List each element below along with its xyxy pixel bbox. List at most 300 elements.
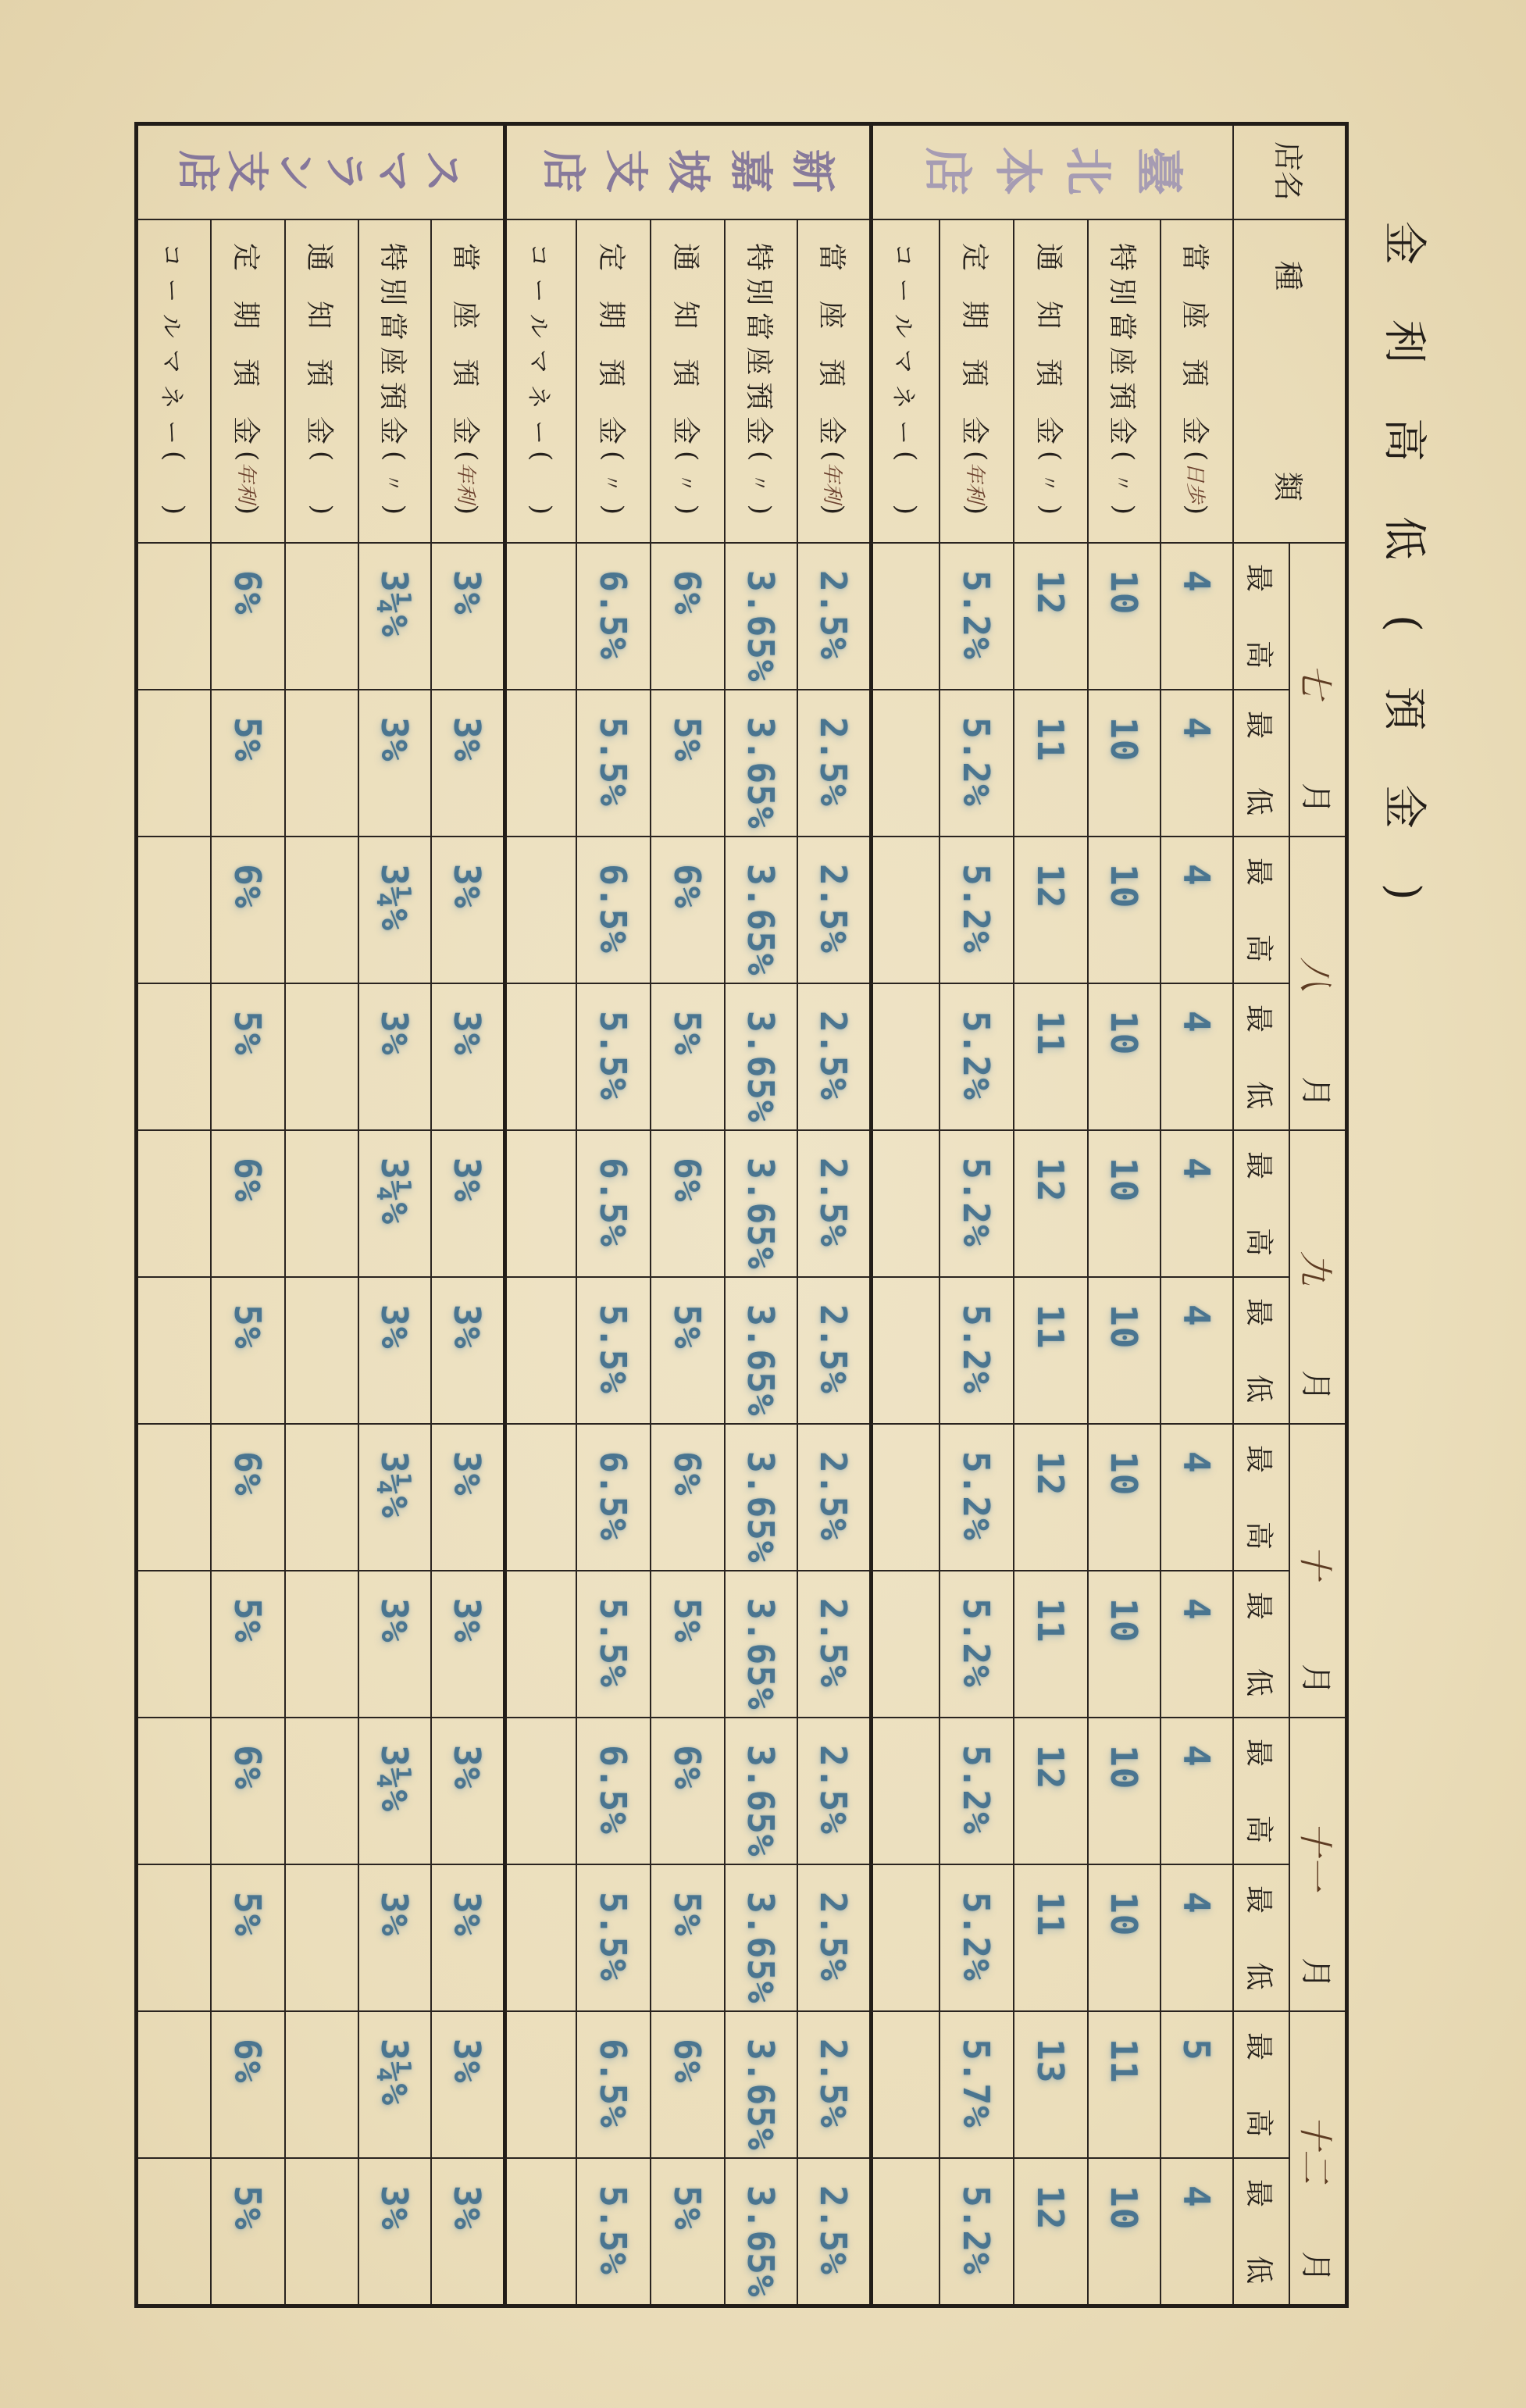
rate-cell xyxy=(869,2159,939,2306)
rate-cell xyxy=(503,837,576,984)
glyph: コ xyxy=(524,243,553,267)
rate-basis-note xyxy=(452,451,483,515)
glyph: 低 xyxy=(1243,2255,1275,2284)
glyph: 特 xyxy=(376,243,408,272)
rate-cell: 4 xyxy=(1160,1278,1232,1425)
glyph: 金 xyxy=(230,416,262,444)
rate-cell: 6% xyxy=(650,837,724,984)
deposit-type-name xyxy=(375,243,415,444)
rate-cell xyxy=(284,1865,358,2012)
deposit-type-label xyxy=(1013,220,1087,544)
glyph: コ xyxy=(157,243,186,267)
glyph: ー xyxy=(524,278,553,303)
rate-cell xyxy=(137,2012,210,2159)
rate-cell xyxy=(869,1865,939,2012)
rate-cell: 2.5% xyxy=(797,1718,869,1865)
rate-cell xyxy=(284,2159,358,2306)
deposit-type-name xyxy=(741,243,781,444)
rate-cell: 6.5% xyxy=(576,1131,650,1278)
glyph: 金 xyxy=(303,416,336,444)
deposit-type-name xyxy=(157,243,192,444)
paren-close: ) xyxy=(890,504,922,515)
glyph: 當 xyxy=(1106,312,1138,341)
paren-close: ) xyxy=(597,504,629,515)
glyph: 高 xyxy=(1243,2108,1275,2137)
rate-cell: 12 xyxy=(1013,544,1087,690)
note-text: 〃 xyxy=(1038,473,1060,492)
glyph: 金 xyxy=(1106,416,1138,444)
rate-cell: 3% xyxy=(430,1425,503,1571)
glyph: ル xyxy=(524,313,553,338)
rate-cell: 12 xyxy=(1013,1131,1087,1278)
deposit-type-label xyxy=(137,220,210,544)
glyph: 當 xyxy=(376,312,408,341)
glyph: 坡 xyxy=(662,149,714,193)
rate-cell: 3% xyxy=(358,1865,430,2012)
note-text-handwritten: 年利 xyxy=(963,462,986,503)
deposit-type-label xyxy=(576,220,650,544)
subheader-low xyxy=(1232,1278,1289,1425)
glyph: 最 xyxy=(1243,858,1275,887)
deposit-type-name xyxy=(302,243,342,444)
rate-cell xyxy=(869,1571,939,1718)
rate-basis-note xyxy=(818,451,850,515)
rate-cell xyxy=(137,1278,210,1425)
rate-cell: 6% xyxy=(210,1425,284,1571)
rate-cell: 3% xyxy=(430,984,503,1131)
rate-cell: 10 xyxy=(1087,1718,1160,1865)
rate-cell: 11 xyxy=(1013,1865,1087,2012)
rate-cell xyxy=(284,1425,358,1571)
rate-cell: 5% xyxy=(650,984,724,1131)
glyph: 最 xyxy=(1243,2032,1275,2061)
rate-cell: 5% xyxy=(650,1278,724,1425)
rate-cell: 5.5% xyxy=(576,690,650,837)
glyph: 定 xyxy=(958,243,990,272)
rate-cell: 5% xyxy=(210,1865,284,2012)
month-header-september xyxy=(1289,1131,1347,1425)
rate-cell: 3.65% xyxy=(724,1131,797,1278)
glyph: ー xyxy=(889,419,918,444)
glyph: 北 xyxy=(1060,146,1118,195)
glyph: 知 xyxy=(303,300,336,329)
glyph: 店 xyxy=(918,146,976,195)
paren-open: ( xyxy=(818,451,850,462)
glyph: 預 xyxy=(958,358,990,387)
month-header-december xyxy=(1289,2012,1347,2306)
glyph: 座 xyxy=(815,300,847,329)
glyph: 預 xyxy=(230,358,262,387)
deposit-type-label xyxy=(869,220,939,544)
glyph: 最 xyxy=(1243,2179,1275,2208)
rate-cell xyxy=(284,984,358,1131)
subheader-low xyxy=(1232,1865,1289,2012)
month-header-july xyxy=(1289,544,1347,837)
deposit-type-label xyxy=(650,220,724,544)
deposit-type-label xyxy=(939,220,1013,544)
glyph: 金 xyxy=(669,416,701,444)
rate-basis-note xyxy=(306,451,337,515)
rate-cell: 10 xyxy=(1087,984,1160,1131)
rate-cell xyxy=(503,1718,576,1865)
paren-open: ( xyxy=(232,451,264,462)
rate-cell: 11 xyxy=(1087,2012,1160,2159)
glyph: 定 xyxy=(230,243,262,272)
rate-cell: 5.2% xyxy=(939,690,1013,837)
rate-cell xyxy=(284,1571,358,1718)
glyph: 預 xyxy=(303,358,336,387)
rate-cell xyxy=(137,1425,210,1571)
rate-cell: 2.5% xyxy=(797,544,869,690)
glyph: ネ xyxy=(157,384,186,409)
rate-cell: 3% xyxy=(430,837,503,984)
rate-cell: 5.2% xyxy=(939,984,1013,1131)
rate-cell xyxy=(284,544,358,690)
rate-basis-note xyxy=(890,451,922,515)
rate-cell: 2.5% xyxy=(797,1278,869,1425)
subheader-high xyxy=(1232,2012,1289,2159)
rate-cell: 5.5% xyxy=(576,1571,650,1718)
rate-cell xyxy=(503,1278,576,1425)
rate-cell xyxy=(137,1571,210,1718)
paren-open: ( xyxy=(672,451,704,462)
branch-stamp xyxy=(173,150,468,192)
glyph: 知 xyxy=(1032,300,1064,329)
rate-cell: 5% xyxy=(210,690,284,837)
paren-close: ) xyxy=(745,504,777,515)
note-text: 〃 xyxy=(601,473,622,492)
month-header-august xyxy=(1289,837,1347,1131)
rate-cell: 5 xyxy=(1160,2012,1232,2159)
paren-close: ) xyxy=(1035,504,1067,515)
rate-cell: 6% xyxy=(650,2012,724,2159)
glyph: 金 xyxy=(449,416,481,444)
rate-cell xyxy=(503,1131,576,1278)
rate-cell: 3% xyxy=(430,690,503,837)
glyph: 座 xyxy=(449,300,481,329)
rate-cell: 10 xyxy=(1087,837,1160,984)
glyph: 最 xyxy=(1243,1151,1275,1180)
rate-cell: 3¼% xyxy=(358,1718,430,1865)
rate-cell: 5.2% xyxy=(939,1718,1013,1865)
rate-cell xyxy=(284,690,358,837)
glyph: 預 xyxy=(815,358,847,387)
glyph: 新 xyxy=(786,149,839,193)
glyph: 金 xyxy=(958,416,990,444)
glyph: 通 xyxy=(1032,243,1064,272)
note-text: 〃 xyxy=(675,473,697,492)
paren-open: ( xyxy=(379,451,411,462)
deposit-type-name xyxy=(1104,243,1144,444)
rate-cell: 11 xyxy=(1013,1571,1087,1718)
glyph: 金 xyxy=(815,416,847,444)
rate-cell: 5% xyxy=(210,2159,284,2306)
month-unit: 月 xyxy=(1298,1664,1334,1695)
rate-cell xyxy=(869,837,939,984)
glyph: マ xyxy=(369,150,419,192)
rate-cell: 3.65% xyxy=(724,2012,797,2159)
rate-cell: 13 xyxy=(1013,2012,1087,2159)
glyph: ン xyxy=(271,150,322,192)
rate-cell: 3.65% xyxy=(724,837,797,984)
month-number-handwritten: 九 xyxy=(1295,1250,1335,1286)
rate-cell xyxy=(869,984,939,1131)
glyph: 高 xyxy=(1243,1521,1275,1550)
rate-cell: 3.65% xyxy=(724,1865,797,2012)
rate-cell: 5.7% xyxy=(939,2012,1013,2159)
glyph: 店 xyxy=(537,149,590,193)
rate-cell: 3% xyxy=(358,690,430,837)
glyph: 預 xyxy=(376,381,408,410)
rate-cell: 10 xyxy=(1087,1425,1160,1571)
rate-cell: 4 xyxy=(1160,544,1232,690)
rate-cell: 3¼% xyxy=(358,2012,430,2159)
glyph: 通 xyxy=(669,243,701,272)
paren-open: ( xyxy=(1181,451,1213,462)
paren-open: ( xyxy=(597,451,629,462)
rate-cell xyxy=(503,2012,576,2159)
rate-cell: 3% xyxy=(430,2159,503,2306)
subheader-low xyxy=(1232,984,1289,1131)
branch-stamp xyxy=(537,149,839,193)
month-header-october xyxy=(1289,1425,1347,1718)
rate-cell: 3.65% xyxy=(724,690,797,837)
deposit-type-label xyxy=(358,220,430,544)
rate-cell: 5% xyxy=(650,1865,724,2012)
paren-open: ( xyxy=(451,451,483,462)
deposit-type-name xyxy=(1031,243,1071,444)
rate-cell: 10 xyxy=(1087,1571,1160,1718)
glyph: 預 xyxy=(1178,358,1210,387)
rate-cell xyxy=(284,1718,358,1865)
glyph: 座 xyxy=(376,347,408,376)
rate-cell: 3% xyxy=(430,1131,503,1278)
subheader-low xyxy=(1232,2159,1289,2306)
glyph: 期 xyxy=(230,300,262,329)
month-unit: 月 xyxy=(1298,783,1334,814)
paren-close: ) xyxy=(451,504,483,515)
deposit-type-name xyxy=(524,243,559,444)
deposit-type-label xyxy=(1087,220,1160,544)
glyph: 低 xyxy=(1243,1961,1275,1990)
glyph: ー xyxy=(524,419,553,444)
glyph: 座 xyxy=(1178,300,1210,329)
glyph: 預 xyxy=(669,358,701,387)
rate-cell: 6.5% xyxy=(576,544,650,690)
note-text: 〃 xyxy=(748,473,770,492)
rate-cell: 5.5% xyxy=(576,984,650,1131)
rate-cell: 3.65% xyxy=(724,1571,797,1718)
rate-cell: 4 xyxy=(1160,1131,1232,1278)
rate-cell xyxy=(503,1571,576,1718)
month-number-handwritten: 十二 xyxy=(1295,2114,1335,2184)
rate-cell: 2.5% xyxy=(797,837,869,984)
paren-close: ) xyxy=(961,504,993,515)
rate-cell: 3¼% xyxy=(358,544,430,690)
interest-rate-table xyxy=(137,123,1347,2306)
rate-cell xyxy=(503,1865,576,2012)
branch-name-cell-singapore xyxy=(503,123,869,220)
glyph: 支 xyxy=(222,150,273,192)
paren-open: ( xyxy=(159,451,190,462)
rate-cell: 2.5% xyxy=(797,1131,869,1278)
rate-cell: 6% xyxy=(650,1718,724,1865)
glyph: 本 xyxy=(989,146,1046,195)
rate-cell: 5% xyxy=(650,2159,724,2306)
glyph: 別 xyxy=(1106,277,1138,306)
rate-cell xyxy=(137,544,210,690)
deposit-type-name xyxy=(594,243,633,444)
rate-basis-note xyxy=(526,451,557,515)
paren-close: ) xyxy=(526,504,557,515)
glyph: 高 xyxy=(1243,640,1275,669)
glyph: 類 xyxy=(1271,471,1305,501)
glyph: 期 xyxy=(595,300,627,329)
rate-cell: 5% xyxy=(210,1571,284,1718)
glyph: 當 xyxy=(449,243,481,272)
glyph: 金 xyxy=(1178,416,1210,444)
rate-cell: 2.5% xyxy=(797,1425,869,1571)
glyph: 高 xyxy=(1243,1227,1275,1256)
rate-cell xyxy=(137,837,210,984)
rate-cell: 3% xyxy=(430,2012,503,2159)
rate-cell: 10 xyxy=(1087,1131,1160,1278)
header-deposit-type xyxy=(1232,220,1347,544)
rate-cell: 10 xyxy=(1087,1278,1160,1425)
glyph: 座 xyxy=(743,347,775,376)
rate-cell xyxy=(503,544,576,690)
glyph: 金 xyxy=(595,416,627,444)
rate-cell xyxy=(503,690,576,837)
paren-open: ( xyxy=(1108,451,1140,462)
rate-cell: 5.2% xyxy=(939,544,1013,690)
rate-basis-note xyxy=(598,451,629,515)
page-title: 金利高低(預金) xyxy=(1378,221,1429,955)
deposit-type-label xyxy=(210,220,284,544)
rate-cell: 6.5% xyxy=(576,1718,650,1865)
rate-cell: 4 xyxy=(1160,1865,1232,2012)
rate-cell: 12 xyxy=(1013,2159,1087,2306)
rate-cell: 2.5% xyxy=(797,2159,869,2306)
rate-basis-note xyxy=(746,451,777,515)
rate-cell xyxy=(503,1425,576,1571)
rate-cell: 4 xyxy=(1160,1425,1232,1571)
rate-cell: 6% xyxy=(210,1718,284,1865)
deposit-type-label xyxy=(1160,220,1232,544)
rate-cell: 5.2% xyxy=(939,1131,1013,1278)
glyph: ー xyxy=(157,278,186,303)
rate-basis-note xyxy=(380,451,411,515)
branch-name-cell-semarang xyxy=(137,123,503,220)
glyph: 高 xyxy=(1243,933,1275,962)
glyph: 預 xyxy=(595,358,627,387)
rate-cell: 5.5% xyxy=(576,2159,650,2306)
glyph: 高 xyxy=(1243,1814,1275,1843)
glyph: 別 xyxy=(743,277,775,306)
rate-cell: 3.65% xyxy=(724,2159,797,2306)
rate-cell: 3¼% xyxy=(358,1425,430,1571)
glyph: 嘉 xyxy=(724,149,776,193)
glyph: 特 xyxy=(743,243,775,272)
rate-cell: 5% xyxy=(210,1278,284,1425)
rate-cell: 4 xyxy=(1160,2159,1232,2306)
glyph: 最 xyxy=(1243,1298,1275,1327)
deposit-type-name xyxy=(814,243,854,444)
rate-cell: 3¼% xyxy=(358,1131,430,1278)
rate-cell: 5.2% xyxy=(939,2159,1013,2306)
glyph: ネ xyxy=(524,384,553,409)
rate-cell: 5% xyxy=(650,690,724,837)
rate-cell: 6% xyxy=(210,544,284,690)
rate-cell: 2.5% xyxy=(797,2012,869,2159)
deposit-type-name xyxy=(228,243,268,444)
note-text: 〃 xyxy=(382,473,404,492)
rate-cell: 2.5% xyxy=(797,1571,869,1718)
rate-cell xyxy=(284,2012,358,2159)
rate-cell xyxy=(137,1865,210,2012)
rate-cell: 6.5% xyxy=(576,837,650,984)
rate-cell: 5.2% xyxy=(939,1278,1013,1425)
rate-cell: 4 xyxy=(1160,984,1232,1131)
month-number-handwritten: 十 xyxy=(1295,1544,1335,1579)
subheader-high xyxy=(1232,544,1289,690)
rate-cell: 11 xyxy=(1013,984,1087,1131)
paren-close: ) xyxy=(818,504,850,515)
month-unit: 月 xyxy=(1298,1370,1334,1401)
rate-cell: 3.65% xyxy=(724,1278,797,1425)
rate-cell: 5% xyxy=(650,1571,724,1718)
glyph: 店 xyxy=(173,150,224,192)
glyph: 知 xyxy=(669,300,701,329)
glyph: ル xyxy=(157,313,186,338)
subheader-high xyxy=(1232,1718,1289,1865)
glyph: ス xyxy=(418,150,468,192)
glyph: 低 xyxy=(1243,787,1275,815)
rate-basis-note xyxy=(159,451,190,515)
month-unit: 月 xyxy=(1298,1957,1334,1989)
rate-cell: 3.65% xyxy=(724,984,797,1131)
note-text-handwritten: 年利 xyxy=(454,462,477,503)
note-text-handwritten: 年利 xyxy=(820,462,843,503)
rate-basis-note xyxy=(672,451,704,515)
paren-open: ( xyxy=(745,451,777,462)
month-number-handwritten: 十一 xyxy=(1295,1821,1335,1890)
rate-cell xyxy=(137,1131,210,1278)
rate-cell: 3% xyxy=(358,984,430,1131)
rate-cell: 6% xyxy=(210,837,284,984)
paren-close: ) xyxy=(232,504,264,515)
glyph: 金 xyxy=(376,416,408,444)
glyph: 最 xyxy=(1243,1885,1275,1914)
rate-cell: 3% xyxy=(358,1571,430,1718)
rate-cell: 10 xyxy=(1087,690,1160,837)
glyph: 別 xyxy=(376,277,408,306)
rate-cell xyxy=(869,1131,939,1278)
rate-cell: 10 xyxy=(1087,2159,1160,2306)
rate-cell: 4 xyxy=(1160,837,1232,984)
subheader-low xyxy=(1232,1571,1289,1718)
rate-basis-note xyxy=(961,451,993,515)
rate-cell xyxy=(869,1425,939,1571)
glyph: 金 xyxy=(1032,416,1064,444)
subheader-low xyxy=(1232,690,1289,837)
rate-cell: 5.5% xyxy=(576,1278,650,1425)
glyph: ラ xyxy=(319,150,370,192)
glyph: 金 xyxy=(743,416,775,444)
branch-stamp xyxy=(918,146,1188,195)
rate-cell: 5.2% xyxy=(939,1571,1013,1718)
paren-close: ) xyxy=(306,504,337,515)
